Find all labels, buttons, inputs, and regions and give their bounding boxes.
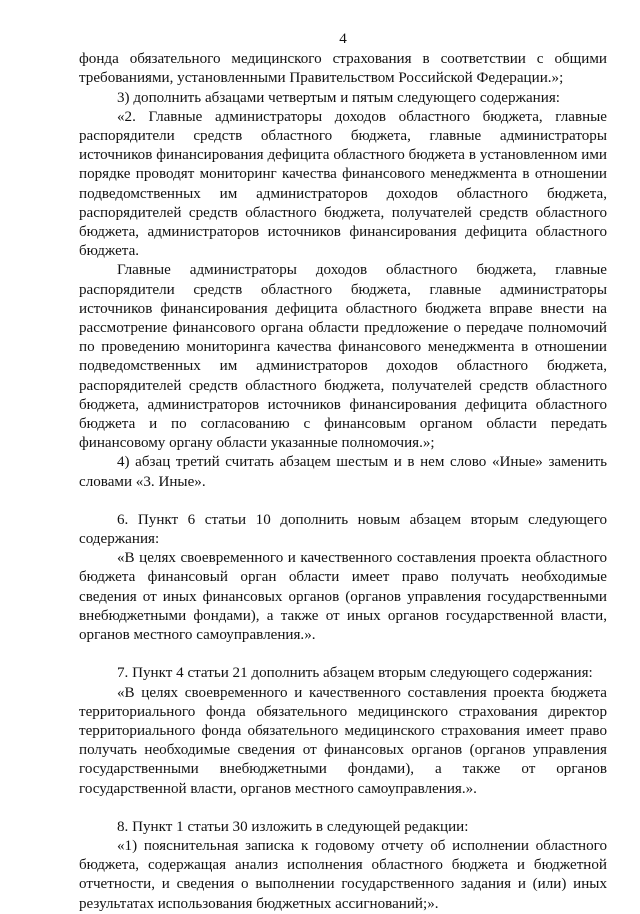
paragraph: фонда обязательного медицинского страхования в соответствии с общими требованиями, установленными Правительством Российской Федерации.»;	[79, 51, 607, 87]
paragraph: «1) пояснительная записка к годовому отчету об исполнении областного бюджета, содержащая анализ исполнения областного бюджета и бюджетной отчетности, и сведения о выполнении государственного задания и (или) иных результатах использования бюджетных ассигнований;».	[79, 837, 607, 912]
document-page	[79, 30, 607, 914]
paragraph: «В целях своевременного и качественного составления проекта бюджета территориального фонда обязательного медицинского страхования директор территориального фонда обязательного медицинского страхования имеет право получать необходимые сведения от финансовых органов (органов управления государственными внебюджетными фондами), а также от органов государственной власти, органов местного самоуправления.».	[79, 684, 607, 797]
paragraph: 8. Пункт 1 статьи 30 изложить в следующей редакции:	[117, 818, 469, 835]
paragraph: «2. Главные администраторы доходов областного бюджета, главные распорядители средств областного бюджета, главные администраторы источников финансирования дефицита областного бюджета в установленном ими порядке проводят мониторинг качества финансового менеджмента в отношении подведомственных им администраторов доходов областного бюджета, распорядителей средств областного бюджета, получателей средств областного бюджета, администраторов источников финансирования дефицита областного бюджета.	[79, 108, 607, 260]
paragraph: 7. Пункт 4 статьи 21 дополнить абзацем вторым следующего содержания:	[117, 665, 593, 682]
paragraph: «В целях своевременного и качественного составления проекта областного бюджета финансовый орган области имеет право получать необходимые сведения от иных финансовых органов (органов управления государственными внебюджетными фондами), а также от иных органов государственной власти, органов местного самоуправления.».	[79, 550, 607, 644]
document-body	[79, 50, 607, 914]
paragraph: 6. Пункт 6 статьи 10 дополнить новым абзацем вторым следующего содержания:	[79, 511, 607, 548]
paragraph: Главные администраторы доходов областного бюджета, главные распорядители средств областного бюджета, главные администраторы источников финансирования дефицита областного бюджета вправе внести на рассмотрение финансового органа области предложение о передаче полномочий по проведению мониторинга качества финансового менеджмента в отношении подведомственных им администраторов доходов областного бюджета, распорядителей средств областного бюджета, получателей средств областного бюджета, администраторов источников финансирования дефицита областного бюджета и по согласованию с финансовым органом области передать финансовому органу области указанные полномочия.»;	[79, 262, 607, 452]
paragraph: 4) абзац третий считать абзацем шестым и в нем слово «Иные» заменить словами «3. Иные».	[79, 454, 607, 490]
page-number: 4	[339, 31, 347, 47]
paragraph: 3) дополнить абзацами четвертым и пятым следующего содержания:	[117, 89, 560, 106]
